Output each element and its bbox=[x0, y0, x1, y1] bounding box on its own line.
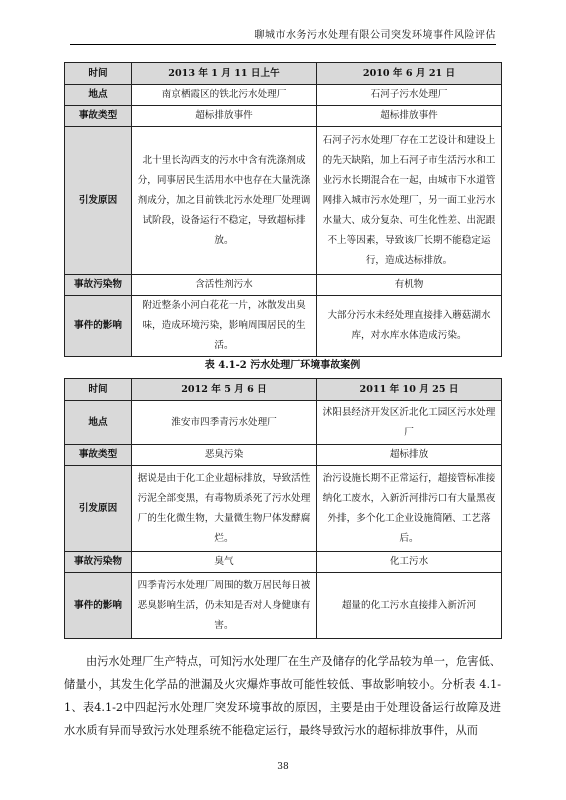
case-b-cell: 超标排放 bbox=[317, 445, 502, 466]
incident-table-1 bbox=[64, 62, 502, 357]
case-a-cell: 臭气 bbox=[132, 552, 317, 573]
header-rule bbox=[70, 44, 496, 45]
row-label: 事件的影响 bbox=[65, 296, 132, 357]
case-a-cell: 据说是由于化工企业超标排放，导致活性污泥全部变黑，有毒物质杀死了污水处理厂的生化微生物，大量微生物尸体发酵腐烂。 bbox=[132, 466, 317, 552]
row-label: 事故类型 bbox=[65, 445, 132, 466]
table-row bbox=[65, 63, 502, 85]
row-label: 事故类型 bbox=[65, 106, 132, 127]
case-b-cell: 治污设施长期不正常运行，超接管标准接纳化工废水，入新沂河排污口有大量黑夜外排，多个化工企业设施简陋、工艺落后。 bbox=[317, 466, 502, 552]
case-b-cell: 沭阳县经济开发区沂北化工园区污水处理厂 bbox=[317, 401, 502, 445]
row-label: 事件的影响 bbox=[65, 573, 132, 639]
page-header: 聊城市水务污水处理有限公司突发环境事件风险评估 bbox=[254, 30, 496, 41]
table-row bbox=[65, 127, 502, 275]
case-a-cell: 超标排放事件 bbox=[132, 106, 317, 127]
incident-table-2 bbox=[64, 378, 502, 639]
table-row bbox=[65, 106, 502, 127]
case-a-cell: 恶臭污染 bbox=[132, 445, 317, 466]
case-a-cell: 淮安市四季青污水处理厂 bbox=[132, 401, 317, 445]
case-a-cell: 含活性剂污水 bbox=[132, 275, 317, 296]
case-b-cell: 石河子污水处理厂存在工艺设计和建设上的先天缺陷，加上石河子市生活污水和工业污水长期混合在一起，由城市下水道管网排入城市污水处理厂，另一面工业污水水量大、成分复杂、可生化性差、出泥跟不上等因素，导致该厂长期不能稳定运行，造成达标排放。 bbox=[317, 127, 502, 275]
table-row bbox=[65, 379, 502, 401]
case-b-cell: 有机物 bbox=[317, 275, 502, 296]
case-b-cell: 大部分污水未经处理直接排入蘑菇湖水库，对水库水体造成污染。 bbox=[317, 296, 502, 357]
table-row bbox=[65, 552, 502, 573]
body-paragraph: 由污水处理厂生产特点，可知污水处理厂在生产及储存的化学品较为单一，危害低、储量小，其发生化学品的泄漏及火灾爆炸事故可能性较低、事故影响较小。分析表 4.1-1、表4.1-2中四起污水处理厂突发环境事故的原因，主要是由于处理设备运行故障及进水水质有异而导致污水处理系统不能稳定运行，最终导致污水的超标排放事件，从而 bbox=[64, 655, 501, 737]
table-row bbox=[65, 466, 502, 552]
table-caption: 表 4.1-2 污水处理厂环境事故案例 bbox=[204, 360, 361, 371]
row-label: 引发原因 bbox=[65, 127, 132, 275]
case-b-cell: 化工污水 bbox=[317, 552, 502, 573]
case-a-cell: 北十里长沟西支的污水中含有洗涤剂成分，同事居民生活用水中也存在大量洗涤剂成分，加之目前铁北污水处理厂处理调试阶段，设备运行不稳定，导致超标排放。 bbox=[132, 127, 317, 275]
case-b-cell: 超标排放事件 bbox=[317, 106, 502, 127]
case-b-cell: 2011 年 10 月 25 日 bbox=[317, 379, 502, 401]
case-a-cell: 2013 年 1 月 11 日上午 bbox=[132, 63, 317, 85]
table-row bbox=[65, 401, 502, 445]
row-label: 时间 bbox=[65, 63, 132, 85]
row-label: 地点 bbox=[65, 401, 132, 445]
case-a-cell: 2012 年 5 月 6 日 bbox=[132, 379, 317, 401]
case-b-cell: 石河子污水处理厂 bbox=[317, 85, 502, 106]
table-row bbox=[65, 573, 502, 639]
row-label: 地点 bbox=[65, 85, 132, 106]
row-label: 时间 bbox=[65, 379, 132, 401]
case-a-cell: 四季青污水处理厂周围的数万居民每日被恶臭影响生活，仍未知是否对人身健康有害。 bbox=[132, 573, 317, 639]
row-label: 事故污染物 bbox=[65, 552, 132, 573]
table-row bbox=[65, 85, 502, 106]
case-b-cell: 超量的化工污水直接排入新沂河 bbox=[317, 573, 502, 639]
case-a-cell: 南京栖霞区的铁北污水处理厂 bbox=[132, 85, 317, 106]
page-number: 38 bbox=[277, 762, 289, 772]
case-b-cell: 2010 年 6 月 21 日 bbox=[317, 63, 502, 85]
table-row bbox=[65, 275, 502, 296]
row-label: 引发原因 bbox=[65, 466, 132, 552]
table-row bbox=[65, 445, 502, 466]
case-a-cell: 附近整条小河白花花一片，冰散发出臭味，造成环境污染，影响周围居民的生活。 bbox=[132, 296, 317, 357]
table-row bbox=[65, 296, 502, 357]
row-label: 事故污染物 bbox=[65, 275, 132, 296]
